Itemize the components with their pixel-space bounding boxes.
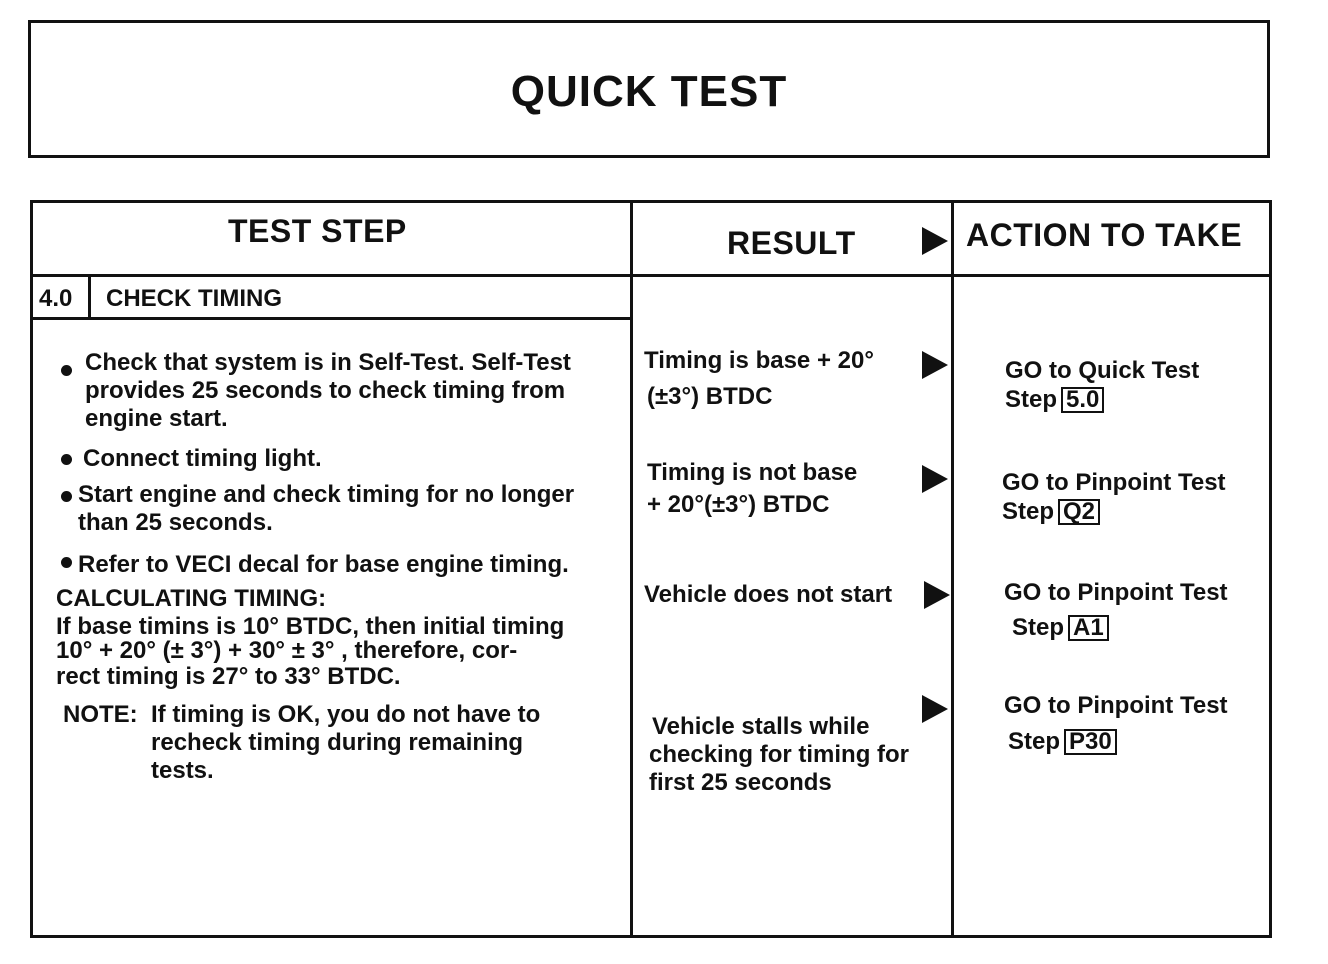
step-label: Step	[1005, 386, 1058, 413]
column-divider-1	[630, 203, 633, 935]
page-title: QUICK TEST	[510, 67, 788, 116]
action-2-line-1: GO to Pinpoint Test	[1002, 469, 1226, 496]
step-label: Step	[1012, 614, 1065, 641]
step-ref-box[interactable]: P30	[1064, 729, 1117, 755]
result-4-line-1: Vehicle stalls while	[652, 713, 870, 740]
bullet-3-line-2: than 25 seconds.	[78, 509, 273, 536]
action-1-step	[1005, 386, 1104, 414]
action-2-step	[1002, 498, 1100, 526]
bullet-1-line-1: Check that system is in Self-Test. Self-Test	[85, 349, 571, 376]
step-name: CHECK TIMING	[106, 285, 282, 312]
step-number: 4.0	[39, 285, 73, 312]
step-label: Step	[1002, 498, 1055, 525]
step-ref-box[interactable]: 5.0	[1061, 387, 1104, 413]
bullet-icon	[61, 557, 72, 568]
test-table	[30, 200, 1272, 938]
result-1-line-1: Timing is base + 20°	[644, 347, 874, 374]
result-1-line-2: (±3°) BTDC	[647, 383, 773, 410]
column-divider-2	[951, 203, 954, 935]
result-arrow-icon	[922, 351, 948, 379]
action-4-step	[1008, 728, 1117, 756]
title-box	[28, 20, 1270, 158]
step-number-divider	[88, 277, 91, 317]
result-arrow-icon	[924, 581, 950, 609]
header-test-step: TEST STEP	[228, 213, 407, 249]
bullet-icon	[61, 491, 72, 502]
note-label: NOTE:	[63, 701, 138, 728]
step-ref-box[interactable]: Q2	[1058, 499, 1100, 525]
bullet-icon	[61, 454, 72, 465]
bullet-4-line-1: Refer to VECI decal for base engine timing.	[78, 551, 569, 578]
action-4-line-1: GO to Pinpoint Test	[1004, 692, 1228, 719]
note-line-1: If timing is OK, you do not have to	[151, 701, 541, 728]
action-1-line-1: GO to Quick Test	[1005, 357, 1200, 384]
step-row-divider	[33, 317, 630, 320]
action-3-line-1: GO to Pinpoint Test	[1004, 579, 1228, 606]
result-arrow-icon	[922, 465, 948, 493]
result-4-line-3: first 25 seconds	[649, 769, 832, 796]
note-line-2: recheck timing during remaining	[151, 729, 524, 756]
calc-line-1: If base timins is 10° BTDC, then initial timing	[56, 613, 565, 640]
step-label: Step	[1008, 728, 1061, 755]
result-4-line-2: checking for timing for	[649, 741, 910, 768]
result-arrow-icon	[922, 695, 948, 723]
calc-heading: CALCULATING TIMING:	[56, 585, 327, 612]
header-action: ACTION TO TAKE	[966, 217, 1243, 253]
note-line-3: tests.	[151, 757, 214, 784]
step-ref-box[interactable]: A1	[1068, 615, 1109, 641]
result-2-line-2: + 20°(±3°) BTDC	[647, 491, 830, 518]
header-arrow-icon	[922, 227, 948, 255]
calc-line-3: rect timing is 27° to 33° BTDC.	[56, 663, 401, 690]
bullet-icon	[61, 365, 72, 376]
bullet-3-line-1: Start engine and check timing for no longer	[78, 481, 575, 508]
result-3-line-1: Vehicle does not start	[644, 581, 893, 608]
bullet-1-line-2: provides 25 seconds to check timing from	[85, 377, 566, 404]
calc-line-2: 10° + 20° (± 3°) + 30° ± 3° , therefore, cor-	[56, 637, 518, 664]
header-result: RESULT	[727, 225, 856, 261]
header-divider	[33, 274, 1269, 277]
action-3-step	[1012, 614, 1109, 642]
result-2-line-1: Timing is not base	[647, 459, 858, 486]
bullet-1-line-3: engine start.	[85, 405, 228, 432]
bullet-2-line-1: Connect timing light.	[83, 445, 322, 472]
